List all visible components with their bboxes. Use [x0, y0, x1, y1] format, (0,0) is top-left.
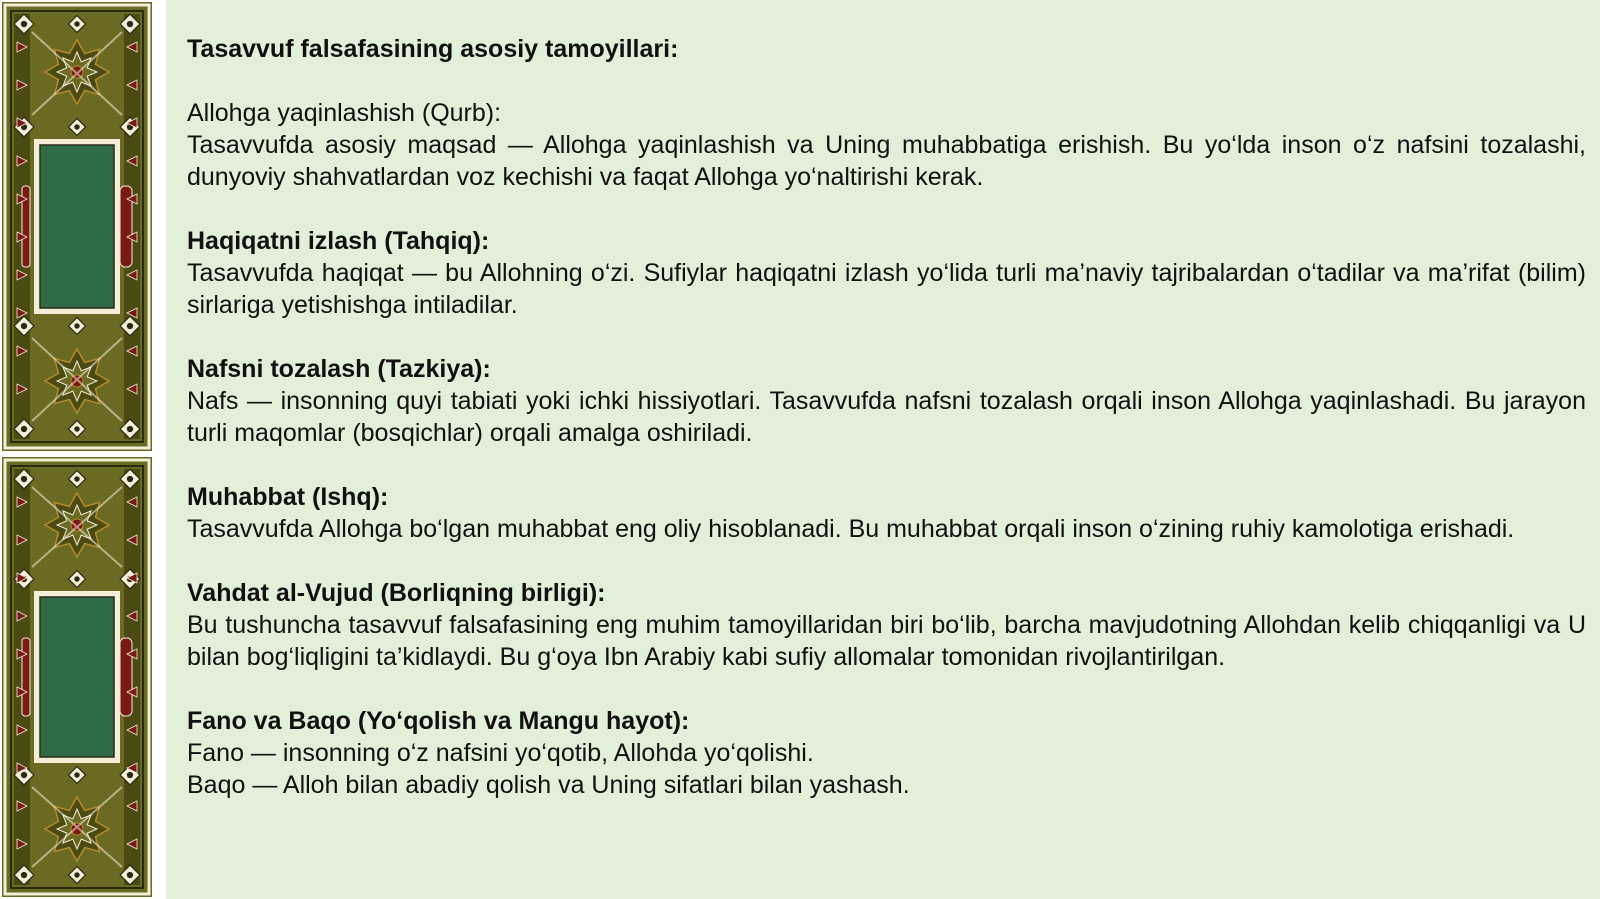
section-title: Vahdat al-Vujud (Borliqning birligi):: [187, 579, 606, 607]
section-qurb: [187, 97, 1586, 193]
section-title: Nafsni tozalash (Tazkiya):: [187, 355, 491, 383]
section-ishq: [187, 481, 1586, 545]
ornament-panel-bottom: [2, 457, 152, 897]
section-text-fano: Fano — insonning o‘z nafsini yo‘qotib, Allohda yo‘qolishi.: [187, 739, 814, 767]
section-title: Muhabbat (Ishq):: [187, 483, 389, 511]
islamic-geometric-ornament-icon: [2, 2, 152, 451]
section-title: Allohga yaqinlashish (Qurb):: [187, 99, 502, 127]
section-text-baqo: Baqo — Alloh bilan abadiy qolish va Uning sifatlari bilan yashash.: [187, 771, 910, 799]
section-text: Bu tushuncha tasavvuf falsafasining eng muhim tamoyillaridan biri bo‘lib, barcha mavjudotning Allohdan kelib chiqqanligi va U bilan bog‘liqligini ta’kidlaydi. Bu g‘oya Ibn Arabiy kabi sufiy allomalar tomonidan rivojlantirilgan.: [187, 611, 1586, 671]
section-title: Haqiqatni izlash (Tahqiq):: [187, 227, 490, 255]
section-text: Nafs — insonning quyi tabiati yoki ichki hissiyotlari. Tasavvufda nafsni tozalash orqali inson Allohga yaqinlashadi. Bu jarayon turli maqomlar (bosqichlar) orqali amalga oshiriladi.: [187, 387, 1586, 447]
ornament-strip: [0, 0, 166, 899]
islamic-geometric-ornament-icon: [2, 457, 152, 897]
section-vahdat: [187, 577, 1586, 673]
section-tahqiq: [187, 225, 1586, 321]
content-area: [187, 33, 1586, 801]
section-text: Tasavvufda asosiy maqsad — Allohga yaqinlashish va Uning muhabbatiga erishish. Bu yo‘lda inson o‘z nafsini tozalashi, dunyoviy shahvatlardan voz kechishi va faqat Allohga yo‘naltirishi kerak.: [187, 131, 1586, 191]
section-text: Tasavvufda haqiqat — bu Allohning o‘zi. Sufiylar haqiqatni izlash yo‘lida turli ma’naviy tajribalardan o‘tadilar va ma’rifat (bilim) sirlariga yetishishga intiladilar.: [187, 259, 1586, 319]
section-text: Tasavvufda Allohga bo‘lgan muhabbat eng oliy hisoblanadi. Bu muhabbat orqali inson o‘zining ruhiy kamolotiga erishadi.: [187, 515, 1515, 543]
section-tazkiya: [187, 353, 1586, 449]
ornament-panel-top: [2, 2, 152, 451]
section-fano-baqo: [187, 705, 1586, 801]
section-title: Fano va Baqo (Yo‘qolish va Mangu hayot):: [187, 707, 690, 735]
page-title: Tasavvuf falsafasining asosiy tamoyillari:: [187, 35, 679, 63]
